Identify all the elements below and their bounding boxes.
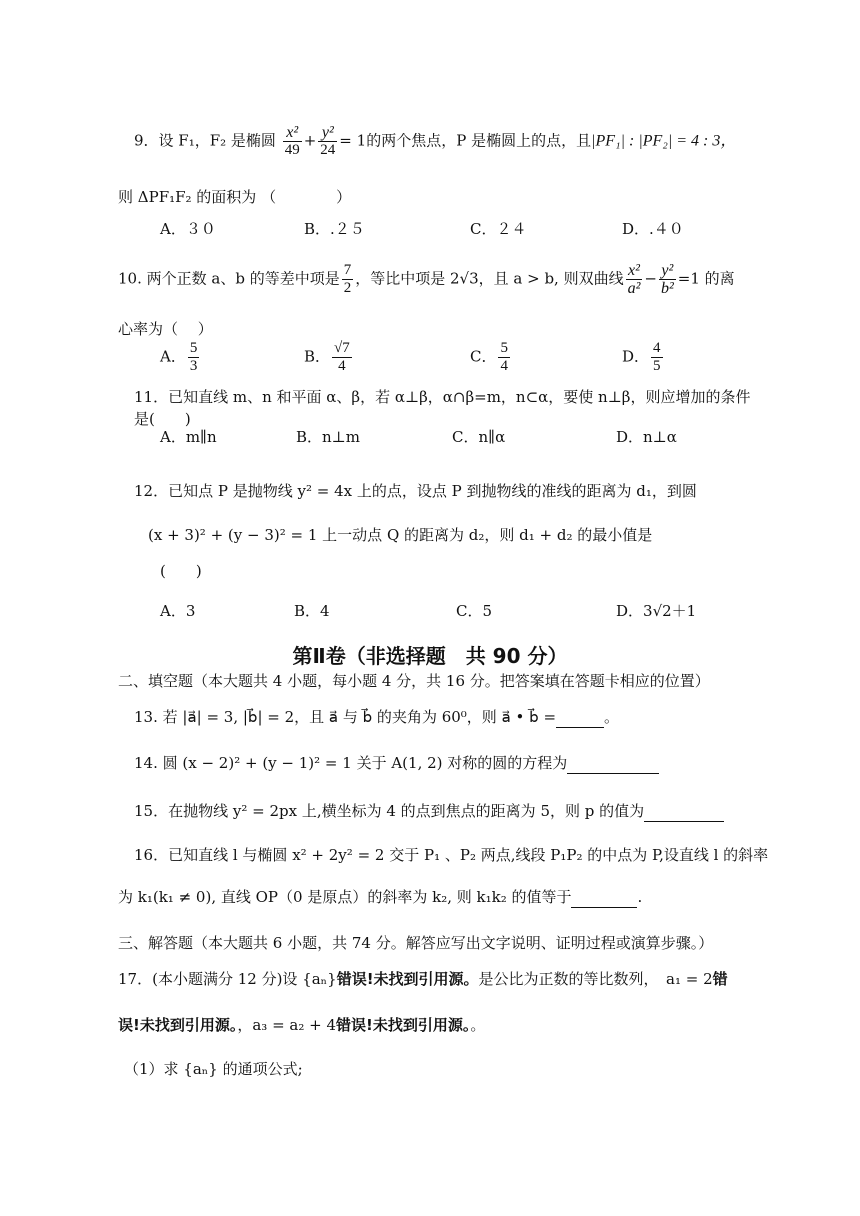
ellipse-eq-tail: = 1 xyxy=(339,131,367,150)
q17-sub1: （1）求 {aₙ} 的通项公式; xyxy=(124,1060,303,1078)
q10-option-c: C． $\frac{5}{4}$ xyxy=(470,340,508,374)
q14-answer-blank[interactable] xyxy=(567,755,659,774)
q11-line1: 11．已知直线 m、n 和平面 α、β，若 α⊥β，α∩β=m，n⊂α，要使 n⊥β，则应增加的条件 xyxy=(134,388,751,406)
q15-text: 15．在抛物线 y² = 2px 上,横坐标为 4 的点到焦点的距离为 5，则 p 的值为 xyxy=(134,802,645,820)
q10-option-d: D． $\frac{4}{5}$ xyxy=(622,340,661,374)
q9-option-d: D．.４０ xyxy=(622,220,684,238)
q11-option-d: D．n⊥α xyxy=(616,428,677,446)
part-3-heading: 三、解答题（本大题共 6 小题，共 74 分。解答应写出文字说明、证明过程或演算步骤。） xyxy=(118,934,714,952)
q16-answer-blank[interactable] xyxy=(571,889,637,908)
q10-tail: =1 的离 xyxy=(677,269,735,288)
q10-option-b: B． $\frac{√7}{4}$ xyxy=(304,340,350,374)
ellipse-y-fraction: $\frac{\text{y²}}{24}$ xyxy=(320,124,336,158)
ellipse-x-fraction: $\frac{\text{x²}}{49}$ xyxy=(284,124,300,158)
q13-text: 13. 若 |a⃗| = 3, |b⃗| = 2，且 a⃗ 与 b⃗ 的夹角为 60⁰，则 a⃗ • b⃗ = xyxy=(134,708,557,726)
section-2-title: 第Ⅱ卷（非选择题 共 90 分） xyxy=(292,644,568,668)
q9-foci-text: 的两个焦点， xyxy=(366,131,457,150)
q17-line2: 误!未找到引用源。，a₃ = a₂ + 4错误!未找到引用源。。 xyxy=(118,1016,486,1034)
q17-error-ref-2b: 误!未找到引用源。 xyxy=(118,1016,238,1034)
q9-lead: 9．设 F₁，F₂ 是椭圆 xyxy=(134,131,276,150)
q12-option-b: B．4 xyxy=(294,602,330,620)
q16-line1: 16．已知直线 l 与椭圆 x² + 2y² = 2 交于 P₁ 、P₂ 两点,线段 P₁P₂ 的中点为 P,设直线 l 的斜率 xyxy=(134,846,769,864)
q9-option-b: B．.２５ xyxy=(304,220,365,238)
q16-text: 为 k₁(k₁ ≠ 0), 直线 OP（0 是原点）的斜率为 k₂, 则 k₁k₂ 的值等于 xyxy=(118,888,572,906)
q9-ratio: |PF₁| : |PF₂| = 4 : 3， xyxy=(591,132,737,150)
q17-error-ref-3: 错误!未找到引用源。 xyxy=(336,1016,471,1034)
q12-line3: ( ) xyxy=(160,562,202,580)
arith-mean-fraction: $\frac{7}{2}$ xyxy=(343,262,352,296)
q12-line1: 12．已知点 P 是抛物线 y² = 4x 上的点，设点 P 到抛物线的准线的距离为 d₁，到圆 xyxy=(134,482,697,500)
q12-option-a: A．3 xyxy=(160,602,196,620)
hyperbola-x-fraction: $\frac{\text{x²}}{\text{a²}}$ xyxy=(627,262,641,297)
q9-line1: 9．设 F₁，F₂ 是椭圆 $\frac{\text{x²}}{49}$ + $\frac{\text{y²}}{24}$ = 1的两个焦点，P 是椭圆上的点，且|PF₁| : |PF₂| = 4 : 3， xyxy=(134,124,737,158)
q17-line1 xyxy=(118,968,728,990)
q15-answer-blank[interactable] xyxy=(644,803,724,822)
q11-option-a: A．m∥n xyxy=(160,428,217,446)
q9-point-text: P 是椭圆上的点，且 xyxy=(456,131,592,150)
q15 xyxy=(134,800,724,822)
q12-option-d: D．3√2＋1 xyxy=(616,602,697,620)
q12-option-c: C．5 xyxy=(456,602,493,620)
q17-error-ref-2a: 错 xyxy=(712,970,728,988)
q17-error-ref-1: 错误!未找到引用源。 xyxy=(336,970,479,988)
q10-option-a: A． $\frac{5}{3}$ xyxy=(160,340,198,374)
q10-line1: 10. 两个正数 a、b 的等差中项是 $\frac{7}{2}$ ，等比中项是 2√3，且 a > b, 则双曲线 $\frac{\text{x²}}{\text{a²}}$ − $\frac{\text{y²}}{\text{b²}}$ =1 的离 xyxy=(118,262,735,297)
q10-lead: 10. 两个正数 a、b 的等差中项是 xyxy=(118,269,340,288)
q13-answer-blank[interactable] xyxy=(556,709,604,728)
q16-line2: 为 k₁(k₁ ≠ 0), 直线 OP（0 是原点）的斜率为 k₂, 则 k₁k₂ 的值等于 . xyxy=(118,888,643,906)
q10-mid: ，等比中项是 2√3，且 a > b, 则双曲线 xyxy=(355,269,624,288)
q10-line2: 心率为（ ） xyxy=(118,320,213,338)
q17-condition: 是公比为正数的等比数列， a₁ = 2 xyxy=(478,970,713,988)
part-2-heading: 二、填空题（本大题共 4 小题，每小题 4 分，共 16 分。把答案填在答题卡相应的位置） xyxy=(118,672,710,690)
q17-condition-2: ，a₃ = a₂ + 4 xyxy=(237,1016,337,1034)
q9-line2: 则 ΔPF₁F₂ 的面积为 （ ） xyxy=(118,188,352,206)
q9-option-c: C．２４ xyxy=(470,220,527,238)
q11-option-c: C．n∥α xyxy=(452,428,506,446)
q14 xyxy=(134,752,659,774)
q12-line2: (x + 3)² + (y − 3)² = 1 上一动点 Q 的距离为 d₂，则 d₁ + d₂ 的最小值是 xyxy=(148,526,653,544)
hyperbola-y-fraction: $\frac{\text{y²}}{\text{b²}}$ xyxy=(660,262,674,297)
q11-option-b: B．n⊥m xyxy=(296,428,361,446)
q14-text: 14. 圆 (x − 2)² + (y − 1)² = 1 关于 A(1, 2) 对称的圆的方程为 xyxy=(134,754,568,772)
q17-lead: 17．(本小题满分 12 分)设 {aₙ} xyxy=(118,970,337,988)
q9-option-a: A．３０ xyxy=(160,220,216,238)
q13: 13. 若 |a⃗| = 3, |b⃗| = 2，且 a⃗ 与 b⃗ 的夹角为 60⁰，则 a⃗ • b⃗ = 。 xyxy=(134,708,620,726)
q11-line2: 是( ) xyxy=(134,410,191,428)
